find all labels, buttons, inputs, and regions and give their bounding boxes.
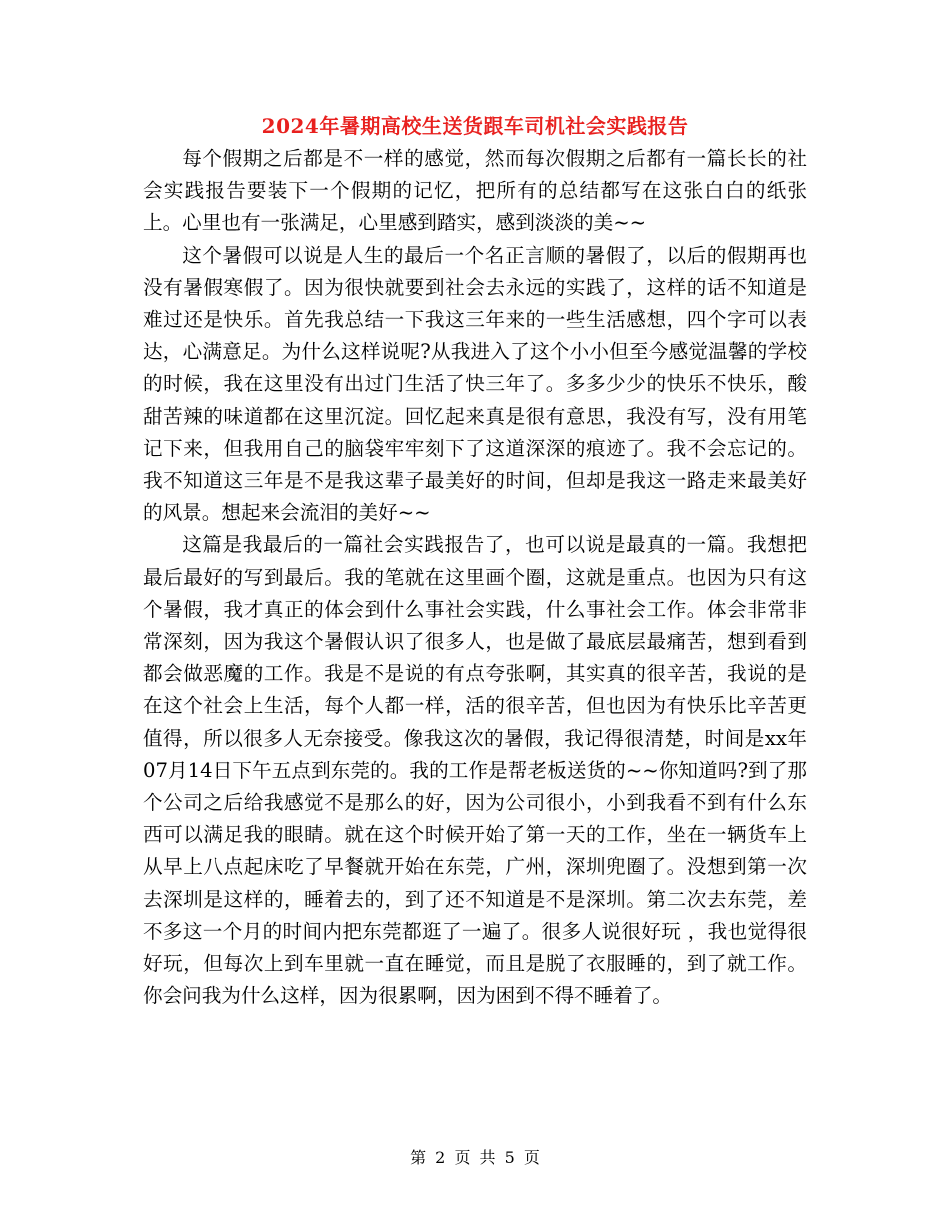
document-title: 2024年暑期高校生送货跟车司机社会实践报告 xyxy=(261,114,689,138)
paragraph-2: 这个暑假可以说是人生的最后一个名正言顺的暑假了，以后的假期再也没有暑假寒假了。因为很快就要到社会去永远的实践了，这样的话不知道是难过还是快乐。首先我总结一下我这三年来的一些生活感想，四个字可以表达，心满意足。为什么这样说呢?从我进入了这个小小但至今感觉温馨的学校的时候，我在这里没有出过门生活了快三年了。多多少少的快乐不快乐，酸甜苦辣的味道都在这里沉淀。回忆起来真是很有意思，我没有写，没有用笔记下来，但我用自己的脑袋牢牢刻下了这道深深的痕迹了。我不会忘记的。我不知道这三年是不是我这辈子最美好的时间，但却是我这一路走来最美好的风景。想起来会流泪的美好~~ xyxy=(143,243,807,525)
page-footer: 第 2 页 共 5 页 xyxy=(410,1148,540,1167)
paragraph-3: 这篇是我最后的一篇社会实践报告了，也可以说是最真的一篇。我想把最后最好的写到最后。我的笔就在这里画个圈，这就是重点。也因为只有这个暑假，我才真正的体会到什么事社会实践，什么事社会工作。体会非常非常深刻，因为我这个暑假认识了很多人，也是做了最底层最痛苦，想到看到都会做恶魔的工作。我是不是说的有点夸张啊，其实真的很辛苦，我说的是在这个社会上生活，每个人都一样，活的很辛苦，但也因为有快乐比辛苦更值得，所以很多人无奈接受。像我这次的暑假，我记得很清楚，时间是xx年07月14日下午五点到东莞的。我的工作是帮老板送货的~~你知道吗?到了那个公司之后给我感觉不是那么的好，因为公司很小，小到我看不到有什么东西可以满足我的眼睛。就在这个时候开始了第一天的工作，坐在一辆货车上从早上八点起床吃了早餐就开始在东莞，广州，深圳兜圈了。没想到第一次去深圳是这样的，睡着去的，到了还不知道是不是深圳。第二次去东莞，差不多这一个月的时间内把东莞都逛了一遍了。很多人说很好玩 ，我也觉得很好玩，但每次上到车里就一直在睡觉，而且是脱了衣服睡的，到了就工作。你会问我为什么这样，因为很累啊，因为困到不得不睡着了。 xyxy=(143,533,807,1008)
document-body xyxy=(143,143,807,1012)
paragraph-1: 每个假期之后都是不一样的感觉，然而每次假期之后都有一篇长长的社会实践报告要装下一个假期的记忆，把所有的总结都写在这张白白的纸张上。心里也有一张满足，心里感到踏实，感到淡淡的美~~ xyxy=(143,147,807,235)
